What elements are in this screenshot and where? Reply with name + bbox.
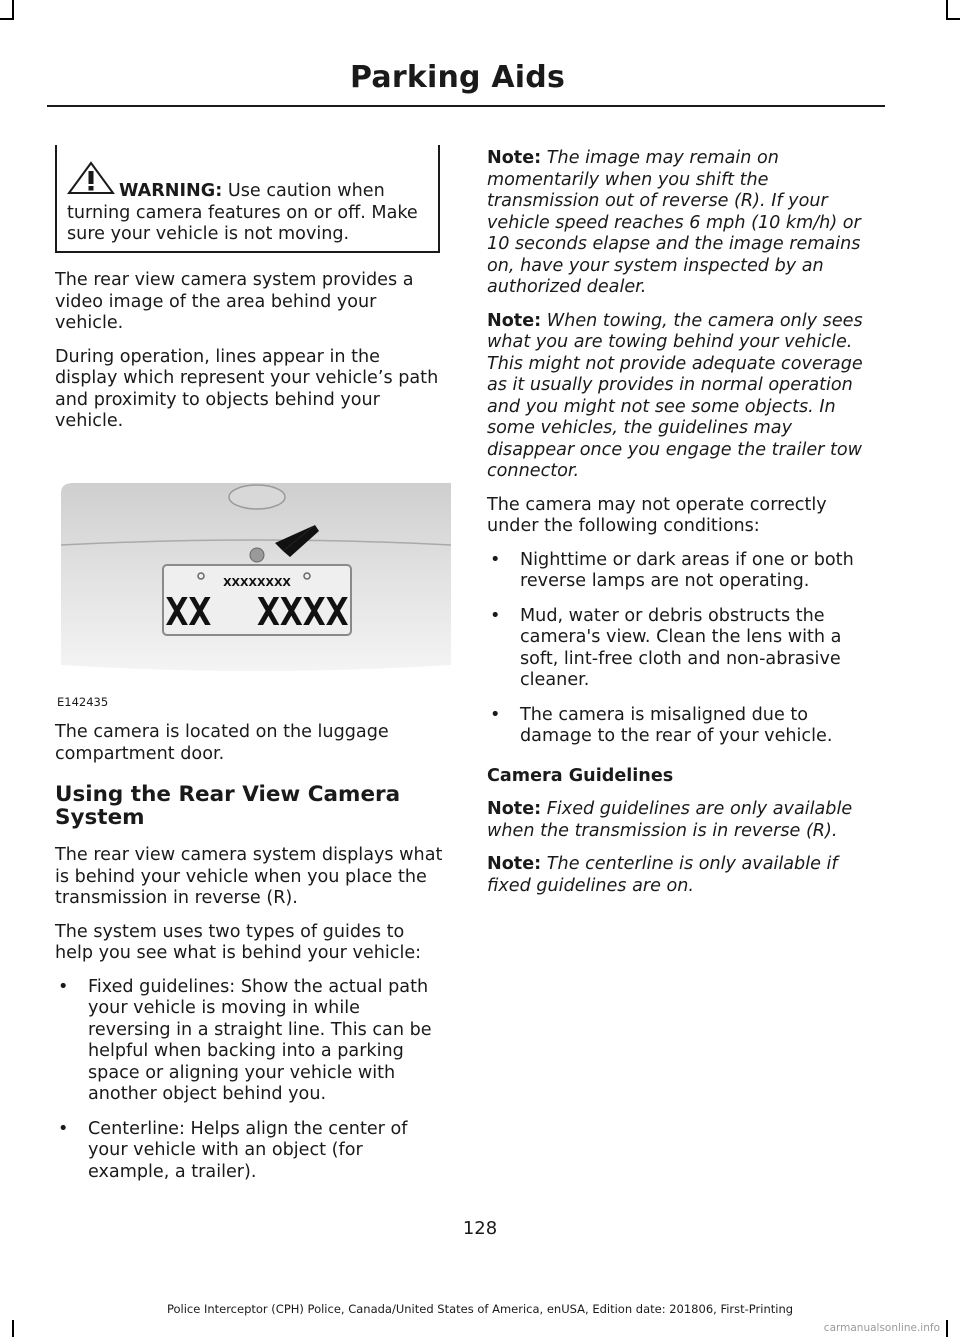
warning-triangle-icon: [65, 160, 117, 196]
page-title: Parking Aids: [350, 60, 565, 95]
camera-location-illustration: [57, 465, 451, 680]
crop-mark: [946, 18, 960, 20]
crop-mark: [12, 1320, 14, 1337]
paragraph: The rear view camera system provides a video image of the area behind your vehicle.: [55, 270, 414, 333]
left-column: [55, 270, 447, 445]
crop-mark: [12, 0, 14, 20]
camera-icon: [250, 548, 264, 562]
footer-edition: Police Interceptor (CPH) Police, Canada/United States of America, enUSA, Edition date: 201806, First-Printing: [166, 1302, 794, 1316]
note-text: The image may remain on momentarily when you shift the transmission out of reverse (R). If your vehicle speed reaches 6 mph (10 km/h) or 10 seconds elapse and the image remains on, have your system inspected by an authorized dealer.: [487, 148, 861, 297]
plate-top-text: XXXXXXXX: [223, 576, 291, 589]
note: [487, 799, 865, 842]
left-column-lower: [55, 722, 447, 1196]
list-item: • The camera is misaligned due to damage to the rear of your vehicle.: [487, 705, 865, 748]
subsection-heading: Camera Guidelines: [487, 765, 674, 786]
section-heading: Using the Rear View Camera System: [55, 782, 401, 830]
crop-mark: [946, 0, 948, 20]
note-text: The centerline is only available if fixed guidelines are on.: [487, 854, 838, 896]
plate-main-text: XX XXXX: [165, 590, 349, 634]
page-number: 128: [462, 1218, 498, 1239]
warning-body: Use caution when turning camera features on or off. Make sure your vehicle is not moving.: [67, 181, 418, 244]
guide-list: [55, 977, 447, 1184]
note-label: Note:: [487, 799, 542, 819]
note-label: Note:: [487, 310, 542, 331]
list-item: • Mud, water or debris obstructs the camera's view. Clean the lens with a soft, lint-free cloth and non-abrasive cleaner.: [487, 606, 865, 692]
watermark: carmanualsonline.info: [823, 1322, 940, 1334]
list-item: • Fixed guidelines: Show the actual path your vehicle is moving in while reversing in a straight line. This can be helpful when backing into a parking space or aligning your vehicle with another object behind you.: [55, 977, 447, 1106]
paragraph: The camera may not operate correctly under the following conditions:: [487, 494, 827, 536]
figure-code: E142435: [57, 695, 109, 709]
note: [487, 311, 865, 483]
list-item: • Centerline: Helps align the center of your vehicle with an object (for example, a trailer).: [55, 1119, 447, 1184]
note-label: Note:: [487, 148, 542, 168]
note: [487, 148, 865, 299]
warning-box: [55, 145, 440, 253]
warning-label: WARNING:: [119, 181, 223, 201]
header-divider: [47, 105, 885, 107]
right-column: [487, 148, 865, 909]
note: [487, 854, 865, 897]
paragraph: During operation, lines appear in the display which represent your vehicle’s path and proximity to objects behind your vehicle.: [55, 346, 439, 431]
note-text: When towing, the camera only sees what you are towing behind your vehicle. This might not provide adequate coverage as it usually provides in normal operation and you might not see some objects. In some vehicles, the guidelines may disappear once you engage the trailer tow connector.: [487, 310, 863, 481]
paragraph: The rear view camera system displays what is behind your vehicle when you place the transmission in reverse (R).: [55, 845, 443, 908]
conditions-list: [487, 550, 865, 748]
crop-mark: [946, 1320, 948, 1337]
paragraph: The camera is located on the luggage compartment door.: [55, 722, 389, 764]
crop-mark: [0, 18, 14, 20]
paragraph: The system uses two types of guides to help you see what is behind your vehicle:: [55, 921, 422, 963]
note-text: Fixed guidelines are only available when the transmission is in reverse (R).: [487, 799, 853, 841]
list-item: • Nighttime or dark areas if one or both reverse lamps are not operating.: [487, 550, 865, 593]
warning-text: [67, 181, 430, 246]
note-label: Note:: [487, 854, 542, 874]
